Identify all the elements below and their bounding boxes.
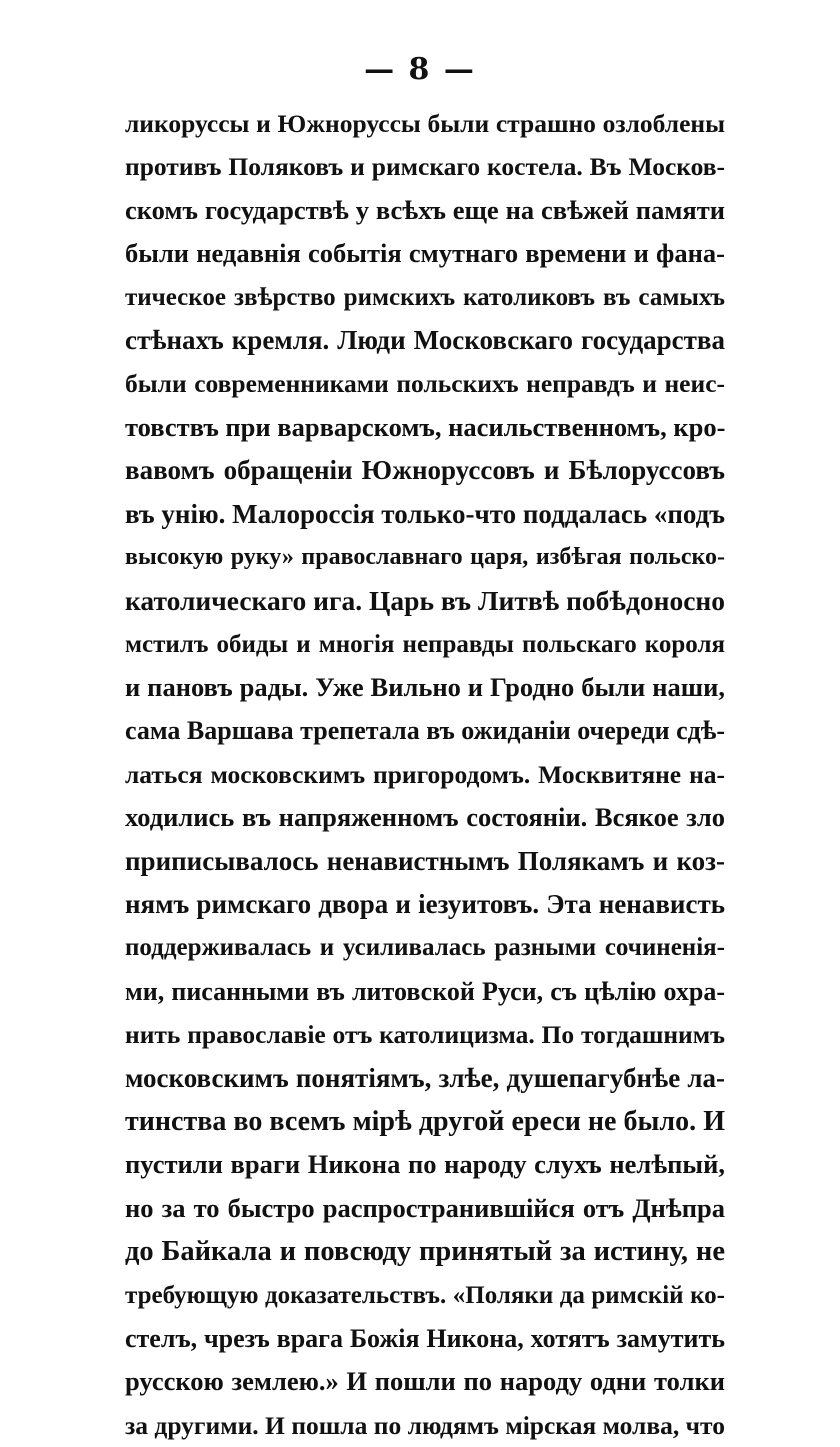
page-number: — 8 — bbox=[364, 52, 476, 87]
text-line: товствъ при варварскомъ, насильственномъ, кро- bbox=[125, 411, 725, 442]
text-line: пустили враги Никона по народу слухъ нелѣпый, bbox=[125, 1149, 725, 1180]
text-line: латься московскимъ пригородомъ. Москвитяне на- bbox=[125, 759, 725, 789]
text-line: мстилъ обиды и многія неправды польскаго короля bbox=[125, 630, 725, 658]
text-line: ми, писанными въ литовской Руси, съ цѣлію охра- bbox=[125, 976, 725, 1006]
text-line: вавомъ обращеніи Южноруссовъ и Бѣлоруссовъ bbox=[125, 455, 725, 486]
text-line: до Байкала и повсюду принятый за истину, не bbox=[125, 1236, 725, 1268]
text-line: московскимъ понятіямъ, злѣе, душепагубнѣе ла- bbox=[125, 1062, 725, 1093]
text-line: скомъ государствѣ у всѣхъ еще на свѣжей памяти bbox=[125, 194, 725, 225]
text-line: стѣнахъ кремля. Люди Московскаго государства bbox=[125, 324, 725, 355]
text-line: высокую руку» православнаго царя, избѣгая польско- bbox=[125, 543, 725, 570]
text-line: въ унію. Малороссія только-что поддалась «подъ bbox=[125, 498, 725, 529]
text-line: католическаго ига. Царь въ Литвѣ побѣдоносно bbox=[125, 585, 725, 617]
text-line: были недавнія событія смутнаго времени и фана- bbox=[125, 238, 725, 269]
text-line: сама Варшава трепетала въ ожиданіи очереди сдѣ- bbox=[125, 716, 725, 746]
text-line: нить православіе отъ католицизма. По тогдашнимъ bbox=[125, 1020, 725, 1050]
text-line: нямъ римскаго двора и іезуитовъ. Эта ненависть bbox=[125, 889, 725, 920]
text-line: за другими. И пошла по людямъ мірская молва, что bbox=[125, 1410, 725, 1440]
text-line: стелъ, чрезъ врага Божія Никона, хотятъ замутить bbox=[125, 1323, 725, 1353]
text-line: поддерживалась и усиливалась разными сочиненія- bbox=[125, 934, 725, 962]
text-line: и пановъ рады. Уже Вильно и Гродно были наши, bbox=[125, 672, 725, 703]
text-line: тинства во всемъ мірѣ другой ереси не было. И bbox=[125, 1105, 725, 1137]
text-line: русскою землею.» И пошли по народу одни толки bbox=[125, 1366, 725, 1397]
text-line: ликоруссы и Южноруссы были страшно озлоблены bbox=[125, 109, 725, 138]
text-line: но за то быстро распространившійся отъ Днѣпра bbox=[125, 1192, 725, 1223]
text-line: тическое звѣрство римскихъ католиковъ въ самыхъ bbox=[125, 283, 725, 311]
text-line: приписывалось ненавистнымъ Полякамъ и коз- bbox=[125, 845, 725, 876]
text-line: ходились въ напряженномъ состояніи. Всякое зло bbox=[125, 802, 725, 833]
body-text bbox=[125, 102, 725, 1447]
text-line: противъ Поляковъ и римскаго костела. Въ Москов- bbox=[125, 152, 725, 182]
text-line: требующую доказательствъ. «Поляки да римскій ко- bbox=[125, 1281, 725, 1309]
text-line: были современниками польскихъ неправдъ и неис- bbox=[125, 369, 725, 399]
